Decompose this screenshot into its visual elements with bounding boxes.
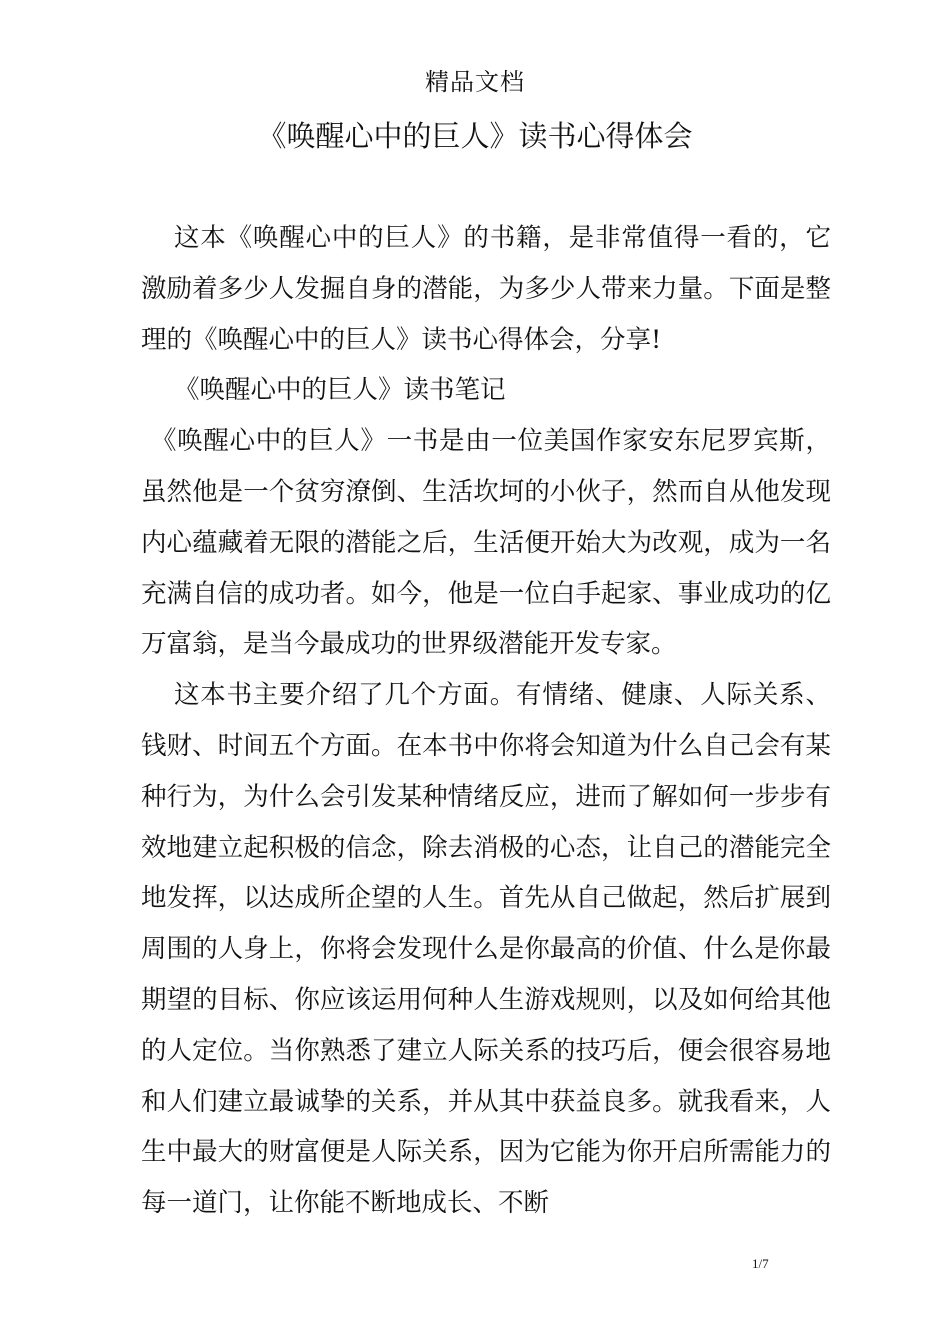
body-paragraph: 这本书主要介绍了几个方面。有情绪、健康、人际关系、钱财、时间五个方面。在本书中你将会知道为什么自己会有某种行为，为什么会引发某种情绪反应，进而了解如何一步步有效地建立起积极的信念，除去消极的心态，让自己的潜能完全地发挥，以达成所企望的人生。首先从自己做起，然后扩展到周围的人身上，你将会发现什么是你最高的价值、什么是你最期望的目标、你应该运用何种人生游戏规则，以及如何给其他的人定位。当你熟悉了建立人际关系的技巧后，便会很容易地和人们建立最诚挚的关系，并从其中获益良多。就我看来，人生中最大的财富便是人际关系，因为它能为你开启所需能力的每一道门，让你能不断地成长、不断 (141, 680, 831, 1219)
document-title: 《唤醒心中的巨人》读书心得体会 (257, 119, 693, 153)
body-paragraph: 《唤醒心中的巨人》一书是由一位美国作家安东尼罗宾斯，虽然他是一个贫穷潦倒、生活坎坷的小伙子，然而自从他发现内心蕴藏着无限的潜能之后，生活便开始大为改观，成为一名充满自信的成功者。如今，他是一位白手起家、事业成功的亿万富翁，是当今最成功的世界级潜能开发专家。 (141, 426, 831, 660)
document-body (141, 213, 831, 1229)
document-header: 精品文档 (425, 68, 525, 96)
page-number: 1/7 (752, 1256, 769, 1271)
intro-paragraph: 这本《唤醒心中的巨人》的书籍，是非常值得一看的，它激励着多少人发掘自身的潜能，为多少人带来力量。下面是整理的《唤醒心中的巨人》读书心得体会，分享! (141, 223, 831, 355)
section-heading: 《唤醒心中的巨人》读书笔记 (174, 375, 506, 406)
